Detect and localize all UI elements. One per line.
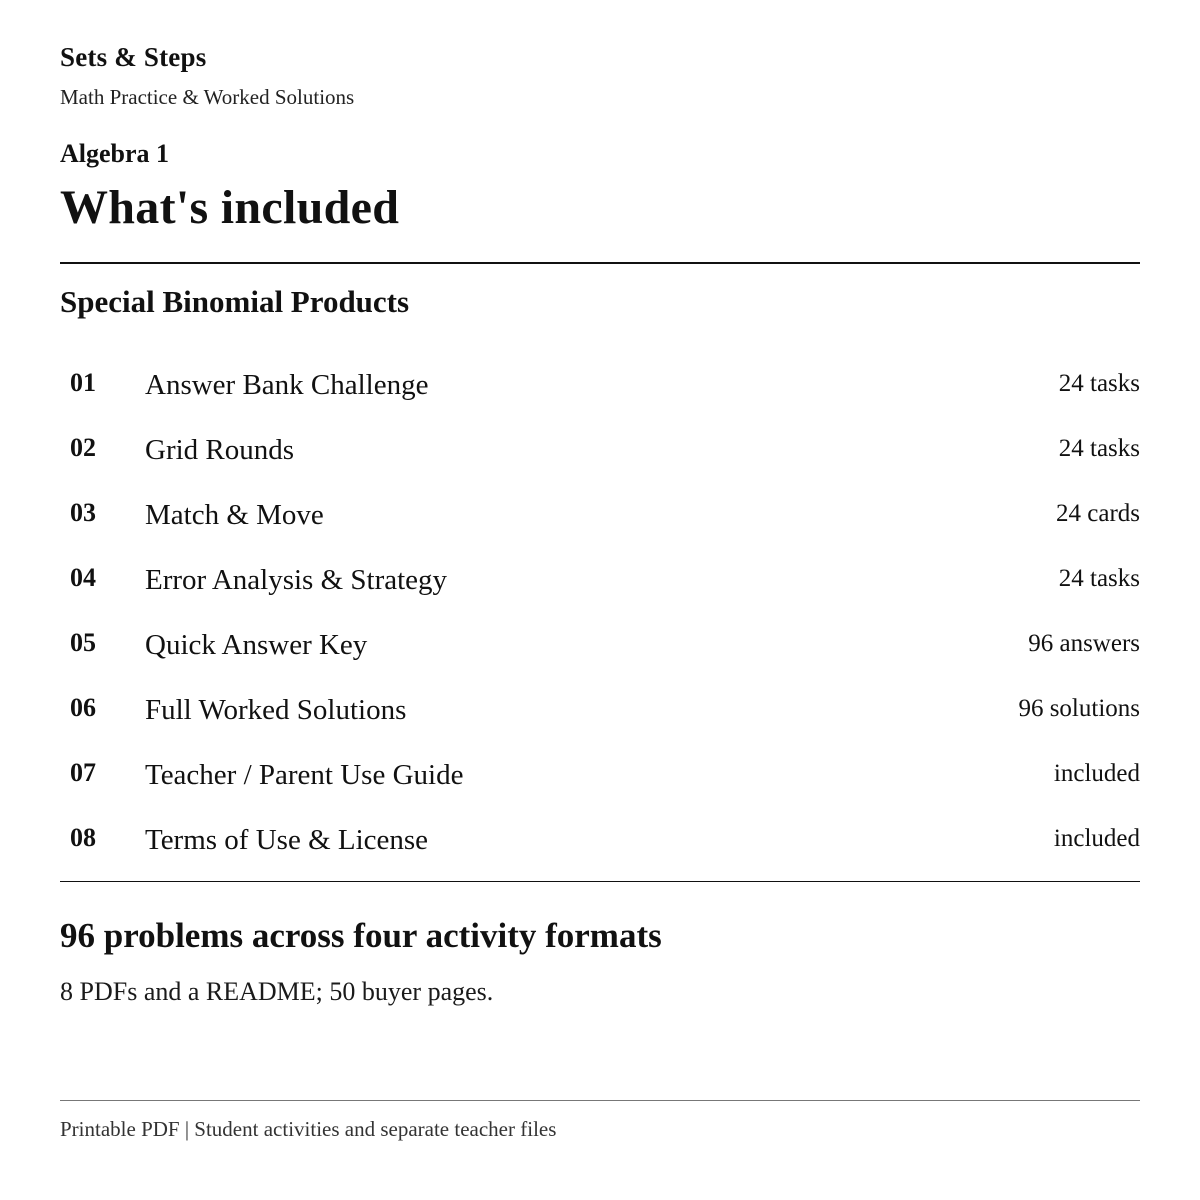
item-name: Terms of Use & License xyxy=(145,824,429,856)
item-count: 24 tasks xyxy=(1058,435,1140,462)
item-count: 24 tasks xyxy=(1058,370,1140,397)
list-item xyxy=(60,677,1140,742)
item-name: Teacher / Parent Use Guide xyxy=(145,759,464,791)
item-number: 01 xyxy=(70,368,96,397)
brand-name: Sets & Steps xyxy=(60,42,207,72)
item-number: 06 xyxy=(70,693,96,722)
item-number: 03 xyxy=(70,498,96,527)
list-item xyxy=(60,352,1140,417)
footer-divider xyxy=(60,1100,1140,1101)
course-label: Algebra 1 xyxy=(60,139,170,168)
list-item xyxy=(60,417,1140,482)
list-item xyxy=(60,742,1140,807)
section-title: Special Binomial Products xyxy=(60,284,410,319)
item-number: 05 xyxy=(70,628,96,657)
summary-detail: 8 PDFs and a README; 50 buyer pages. xyxy=(60,977,494,1006)
footer-text: Printable PDF | Student activities and separate teacher files xyxy=(60,1117,557,1141)
item-name: Grid Rounds xyxy=(145,434,295,466)
item-count: 96 solutions xyxy=(1018,695,1140,722)
item-name: Quick Answer Key xyxy=(145,629,368,661)
item-number: 04 xyxy=(70,563,96,592)
list-item xyxy=(60,612,1140,677)
item-count: included xyxy=(1053,760,1140,787)
page-title: What's included xyxy=(60,181,400,234)
item-number: 02 xyxy=(70,433,96,462)
item-count: 24 tasks xyxy=(1058,565,1140,592)
header-divider xyxy=(60,262,1140,264)
item-name: Match & Move xyxy=(145,499,324,531)
list-divider xyxy=(60,881,1140,882)
item-name: Full Worked Solutions xyxy=(145,694,407,726)
summary-headline: 96 problems across four activity formats xyxy=(60,916,662,955)
item-count: 96 answers xyxy=(1028,630,1140,657)
item-number: 08 xyxy=(70,823,96,852)
brand-tagline: Math Practice & Worked Solutions xyxy=(60,85,355,109)
item-name: Answer Bank Challenge xyxy=(145,369,429,401)
item-count: included xyxy=(1053,825,1140,852)
item-count: 24 cards xyxy=(1056,500,1140,527)
page xyxy=(60,0,1140,1200)
list-item xyxy=(60,482,1140,547)
item-name: Error Analysis & Strategy xyxy=(145,564,448,596)
list-item xyxy=(60,547,1140,612)
list-item xyxy=(60,807,1140,872)
item-number: 07 xyxy=(70,758,96,787)
contents-list xyxy=(60,352,1140,872)
